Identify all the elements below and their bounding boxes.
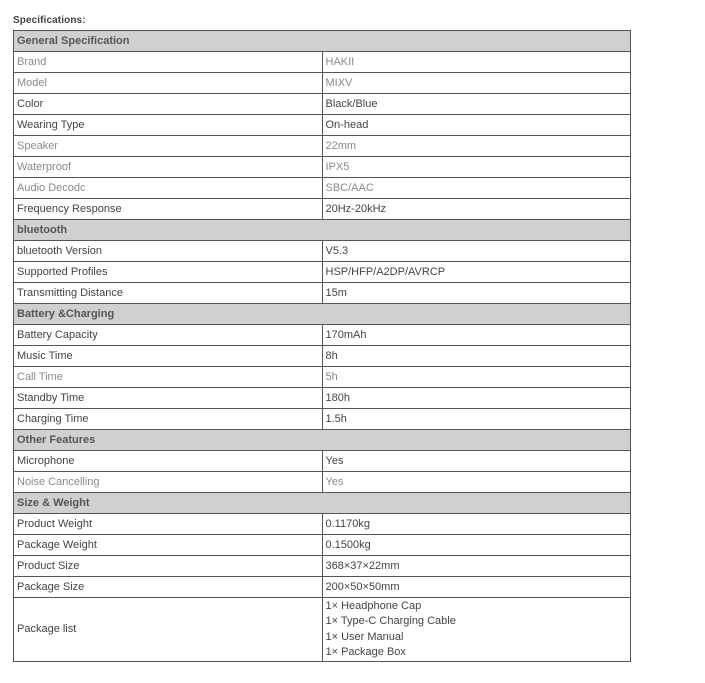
spec-value: MIXV [322, 73, 631, 94]
table-row [14, 409, 631, 430]
spec-key: Noise Cancelling [14, 472, 323, 493]
spec-value: 22mm [322, 136, 631, 157]
spec-value: IPX5 [322, 157, 631, 178]
table-row [14, 262, 631, 283]
table-row [14, 94, 631, 115]
spec-value: 200×50×50mm [322, 577, 631, 598]
spec-value: 5h [322, 367, 631, 388]
spec-value: Black/Blue [322, 94, 631, 115]
table-row [14, 136, 631, 157]
table-row [14, 115, 631, 136]
table-row [14, 451, 631, 472]
table-row [14, 556, 631, 577]
spec-key: Call Time [14, 367, 323, 388]
spec-value: 0.1500kg [322, 535, 631, 556]
spec-key: Music Time [14, 346, 323, 367]
spec-key: Package Weight [14, 535, 323, 556]
spec-value: SBC/AAC [322, 178, 631, 199]
spec-value: Yes [322, 451, 631, 472]
section-title: Other Features [14, 430, 631, 451]
package-list-value [322, 598, 631, 662]
spec-value: V5.3 [322, 241, 631, 262]
table-row [14, 367, 631, 388]
package-item: 1× User Manual [325, 630, 404, 643]
table-row [14, 241, 631, 262]
spec-key: Battery Capacity [14, 325, 323, 346]
table-row-package-list [14, 598, 631, 662]
spec-key: Speaker [14, 136, 323, 157]
table-row [14, 535, 631, 556]
spec-value: 368×37×22mm [322, 556, 631, 577]
spec-key: Transmitting Distance [14, 283, 323, 304]
spec-key: Product Weight [14, 514, 323, 535]
table-row [14, 325, 631, 346]
section-title: bluetooth [14, 220, 631, 241]
spec-key: Audio Decodc [14, 178, 323, 199]
specifications-heading: Specifications: [13, 15, 86, 26]
spec-value: HAKII [322, 52, 631, 73]
spec-key: Waterproof [14, 157, 323, 178]
spec-key: Frequency Response [14, 199, 323, 220]
package-item: 1× Headphone Cap [325, 599, 422, 612]
spec-value: Yes [322, 472, 631, 493]
section-row-other-features [14, 430, 631, 451]
section-title: General Specification [14, 31, 631, 52]
spec-key: Charging Time [14, 409, 323, 430]
spec-value: 180h [322, 388, 631, 409]
package-item: 1× Package Box [325, 646, 406, 658]
spec-key: Model [14, 73, 323, 94]
section-title: Battery &Charging [14, 304, 631, 325]
table-row [14, 73, 631, 94]
spec-value: 8h [322, 346, 631, 367]
table-row [14, 283, 631, 304]
section-row-bluetooth [14, 220, 631, 241]
spec-value: 15m [322, 283, 631, 304]
table-row [14, 178, 631, 199]
section-row-size-weight [14, 493, 631, 514]
spec-value: On-head [322, 115, 631, 136]
table-row [14, 52, 631, 73]
spec-key: Package Size [14, 577, 323, 598]
spec-key: Wearing Type [14, 115, 323, 136]
spec-value: HSP/HFP/A2DP/AVRCP [322, 262, 631, 283]
spec-key: Standby Time [14, 388, 323, 409]
spec-value: 170mAh [322, 325, 631, 346]
spec-value: 20Hz-20kHz [322, 199, 631, 220]
table-row [14, 577, 631, 598]
spec-key: Product Size [14, 556, 323, 577]
package-item: 1× Type-C Charging Cable [325, 615, 456, 627]
spec-key: Microphone [14, 451, 323, 472]
section-row-battery [14, 304, 631, 325]
table-row [14, 514, 631, 535]
table-row [14, 346, 631, 367]
spec-key: bluetooth Version [14, 241, 323, 262]
section-row-general [14, 31, 631, 52]
section-title: Size & Weight [14, 493, 631, 514]
table-row [14, 472, 631, 493]
spec-key: Supported Profiles [14, 262, 323, 283]
spec-key: Package list [14, 598, 323, 662]
spec-value: 0.1170kg [322, 514, 631, 535]
spec-key: Color [14, 94, 323, 115]
specifications-table [13, 30, 631, 662]
table-row [14, 199, 631, 220]
spec-key: Brand [14, 52, 323, 73]
spec-value: 1.5h [322, 409, 631, 430]
table-row [14, 388, 631, 409]
table-row [14, 157, 631, 178]
